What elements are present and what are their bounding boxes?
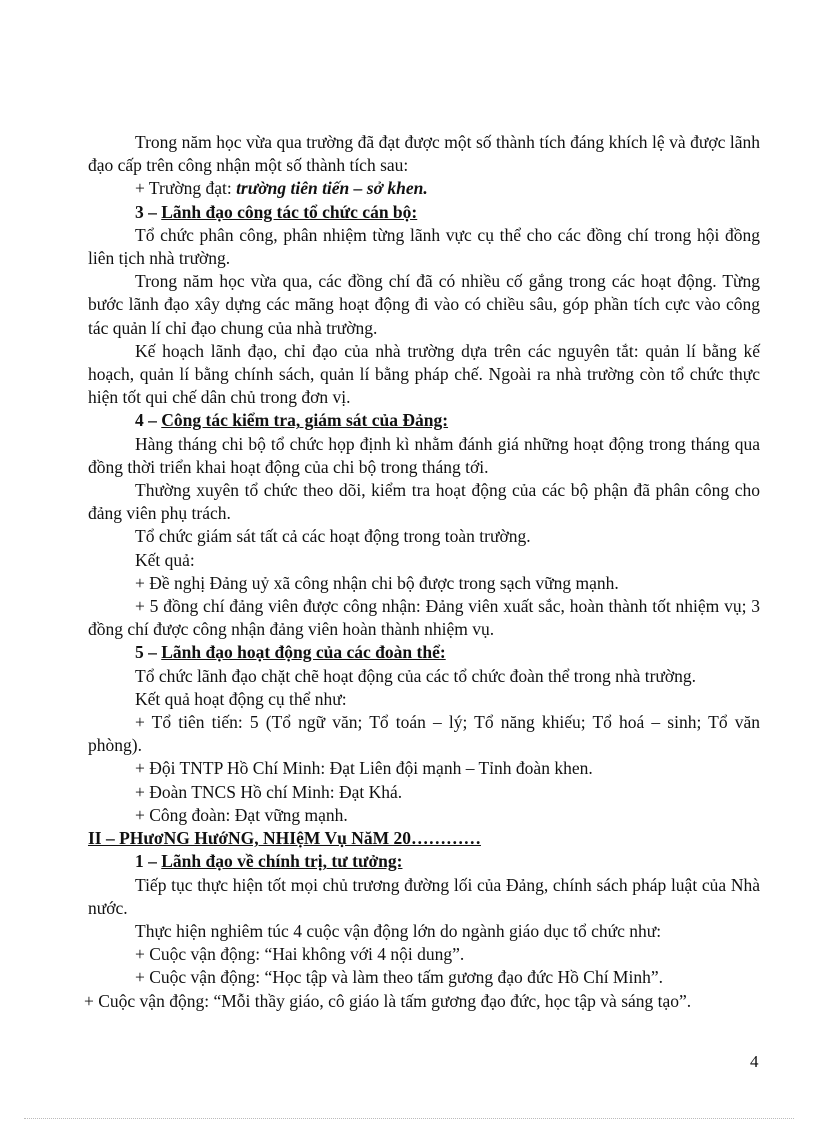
section-title: Lãnh đạo hoạt động của các đoàn thể: [161,642,446,663]
paragraph: Kết quả hoạt động cụ thể như: [135,688,347,709]
paragraph: Tiếp tục thực hiện tốt mọi chủ trương đường lối của Đảng, chính sách pháp luật của Nhà nước. [88,874,760,918]
list-item: + Cuộc vận động: “Mỗi thầy giáo, cô giáo là tấm gương đạo đức, học tập và sáng tạo”. [84,990,692,1011]
list-item: + Cuộc vận động: “Hai không với 4 nội dung”. [135,944,465,965]
award-prefix: + Trường đạt: [135,178,237,199]
section-heading [88,641,760,664]
paragraph: Trong năm học vừa qua, các đồng chí đã có nhiều cố gắng trong các hoạt động. Từng bước lãnh đạo xây dựng các mãng hoạt động đi vào có chiều sâu, góp phần tích cực vào công tác quản lí chỉ đạo chung của nhà trường. [88,271,760,338]
list-item: + 5 đồng chí đảng viên được công nhận: Đảng viên xuất sắc, hoàn thành tốt nhiệm vụ; 3 đồng chí được công nhận đảng viên hoàn thành nhiệm vụ. [88,596,760,640]
section-number: 1 – [135,851,162,872]
section-heading [88,201,760,224]
section-title: Công tác kiểm tra, giám sát của Đảng: [161,410,449,431]
part-title: II – PHươNG HướNG, NHIệM Vụ NăM 20………… [88,828,481,849]
list-item: + Cuộc vận động: “Học tập và làm theo tấm gương đạo đức Hồ Chí Minh”. [135,967,663,988]
document-body [84,131,760,1013]
section-heading [88,409,760,432]
section-title: Lãnh đạo về chính trị, tư tưởng: [161,851,403,872]
award-value: trường tiên tiến – sở khen. [236,178,428,199]
paragraph: Hàng tháng chi bộ tổ chức họp định kì nhằm đánh giá những hoạt động trong tháng qua đồng thời triển khai hoạt động của chi bộ trong tháng tới. [88,433,760,477]
page-bottom-divider [24,1118,794,1119]
list-item: + Đội TNTP Hồ Chí Minh: Đạt Liên đội mạnh – Tỉnh đoàn khen. [135,758,593,779]
list-item: + Đề nghị Đảng uỷ xã công nhận chi bộ được trong sạch vững mạnh. [135,572,619,593]
paragraph: Tổ chức phân công, phân nhiệm từng lãnh vực cụ thể cho các đồng chí trong hội đồng liên tịch nhà trường. [88,224,760,269]
section-number: 4 – [135,410,162,431]
paragraph: Tổ chức giám sát tất cả các hoạt động trong toàn trường. [135,526,531,547]
paragraph: Trong năm học vừa qua trường đã đạt được một số thành tích đáng khích lệ và được lãnh đạo cấp trên công nhận một số thành tích sau: [88,132,760,176]
page-number: 4 [750,1052,759,1071]
paragraph: Thường xuyên tổ chức theo dõi, kiểm tra hoạt động của các bộ phận đã phân công cho đảng viên phụ trách. [88,480,760,524]
list-item: + Tổ tiên tiến: 5 (Tổ ngữ văn; Tổ toán – lý; Tổ năng khiếu; Tổ hoá – sinh; Tổ văn phòng). [88,712,760,756]
paragraph: Thực hiện nghiêm túc 4 cuộc vận động lớn do ngành giáo dục tổ chức như: [135,920,662,941]
part-heading [88,827,760,850]
list-item: + Công đoàn: Đạt vững mạnh. [135,804,348,825]
paragraph: Kế hoạch lãnh đạo, chỉ đạo của nhà trường dựa trên các nguyên tắt: quản lí bằng kế hoạch, quản lí bằng chính sách, quản lí bằng pháp chế. Ngoài ra nhà trường còn tổ chức thực hiện tốt qui chế dân chủ trong đơn vị. [88,340,760,408]
section-number: 3 – [135,201,162,222]
list-item: + Đoàn TNCS Hồ chí Minh: Đạt Khá. [135,781,403,802]
paragraph: Kết quả: [135,549,195,570]
section-number: 5 – [135,642,162,663]
section-title: Lãnh đạo công tác tổ chức cán bộ: [161,201,418,222]
section-heading [88,850,760,873]
paragraph: Tổ chức lãnh đạo chặt chẽ hoạt động của các tổ chức đoàn thể trong nhà trường. [135,665,697,686]
list-item [88,177,760,200]
